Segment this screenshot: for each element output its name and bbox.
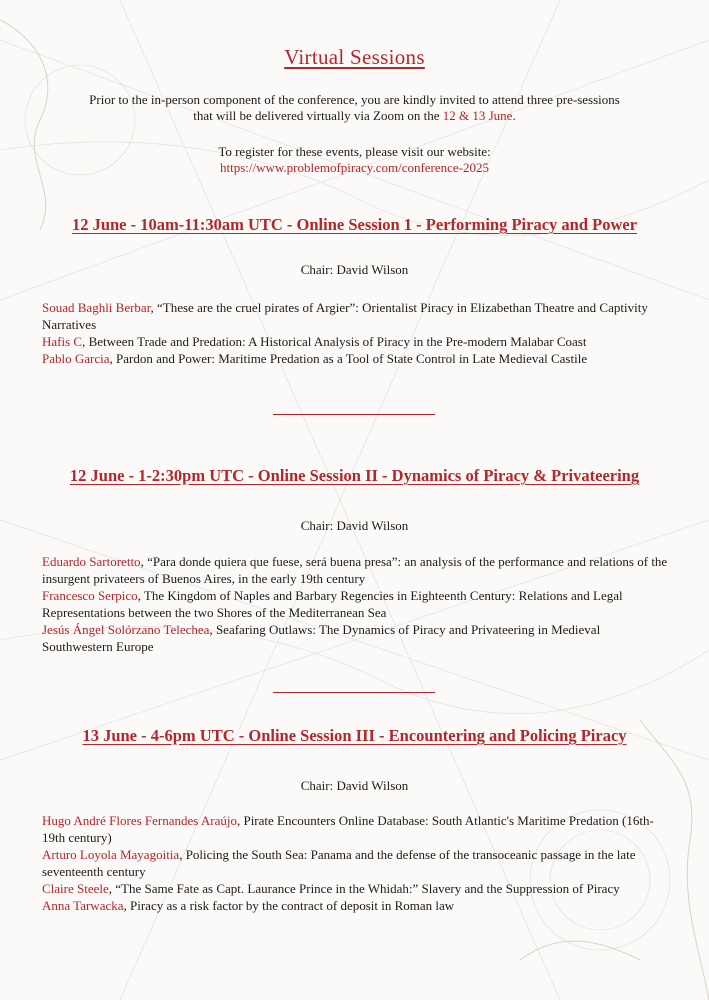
intro-line-2 [50,108,659,124]
paper-item [42,897,672,914]
paper-author: Eduardo Sartoretto [42,554,141,569]
paper-author: Souad Baghli Berbar [42,300,151,315]
paper-item [42,846,672,880]
paper-title: , “Para donde quiera que fuese, será buena presa”: an analysis of the performance and relations of the insurgent privateers of Buenos Aires, in the early 19th century [42,554,668,586]
paper-title: , Seafaring Outlaws: The Dynamics of Piracy and Privateering in Medieval Southwestern Europe [42,622,601,654]
paper-author: Hugo André Flores Fernandes Araújo [42,813,237,828]
section-divider [273,692,435,693]
paper-author: Pablo Garcia [42,351,110,366]
section-divider [273,414,435,415]
paper-author: Francesco Serpico [42,588,138,603]
paper-author: Jesús Ángel Solórzano Telechea [42,622,210,637]
paper-title: , Policing the South Sea: Panama and the defense of the transoceanic passage in the late seventeenth century [42,847,636,879]
paper-item [42,812,672,846]
paper-item [42,350,672,367]
session-2-heading: 12 June - 1-2:30pm UTC - Online Session II - Dynamics of Piracy & Privateering [69,466,640,485]
session-3-papers [42,812,672,914]
register-text: To register for these events, please visit our website: [218,144,491,159]
intro-line-2-prefix: that will be delivered virtually via Zoom on the [193,108,443,123]
register-link[interactable]: https://www.problemofpiracy.com/conference-2025 [219,160,490,175]
paper-author: Arturo Loyola Mayagoitia [42,847,180,862]
session-2-chair: Chair: David Wilson [300,518,409,533]
session-dates: 12 & 13 June [442,108,513,123]
register-block [50,144,659,176]
paper-item [42,333,672,350]
paper-title: , Pardon and Power: Maritime Predation as a Tool of State Control in Late Medieval Castile [109,351,588,366]
paper-item [42,299,672,333]
paper-item [42,553,672,587]
paper-author: Hafis C [42,334,83,349]
paper-item [42,621,672,655]
session-1-papers [42,299,672,367]
paper-item [42,587,672,621]
paper-title: , “These are the cruel pirates of Argier”: Orientalist Piracy in Elizabethan Theatre and Captivity Narratives [42,300,648,332]
paper-item [42,880,672,897]
intro-line-1: Prior to the in-person component of the conference, you are kindly invited to attend three pre-sessions [89,92,620,107]
paper-title: , “The Same Fate as Capt. Laurance Prince in the Whidah:” Slavery and the Suppression of Piracy [108,881,620,896]
session-1-heading: 12 June - 10am-11:30am UTC - Online Session 1 - Performing Piracy and Power [71,215,638,234]
session-3-heading: 13 June - 4-6pm UTC - Online Session III - Encountering and Policing Piracy [82,726,627,745]
session-3-chair: Chair: David Wilson [300,778,409,793]
paper-author: Claire Steele [42,881,109,896]
intro-line-2-suffix: . [512,108,516,123]
paper-title: , Pirate Encounters Online Database: South Atlantic's Maritime Predation (16th-19th century) [42,813,654,845]
session-2-papers [42,553,672,655]
paper-title: , The Kingdom of Naples and Barbary Regencies in Eighteenth Century: Relations and Legal Representations between the two Shores of the Mediterranean Sea [42,588,623,620]
intro-paragraph [50,92,659,124]
page-title: Virtual Sessions [284,45,425,69]
paper-title: , Between Trade and Predation: A Historical Analysis of Piracy in the Pre-modern Malabar Coast [82,334,587,349]
paper-title: , Piracy as a risk factor by the contract of deposit in Roman law [123,898,455,913]
session-1-chair: Chair: David Wilson [300,262,409,277]
paper-author: Anna Tarwacka [42,898,124,913]
